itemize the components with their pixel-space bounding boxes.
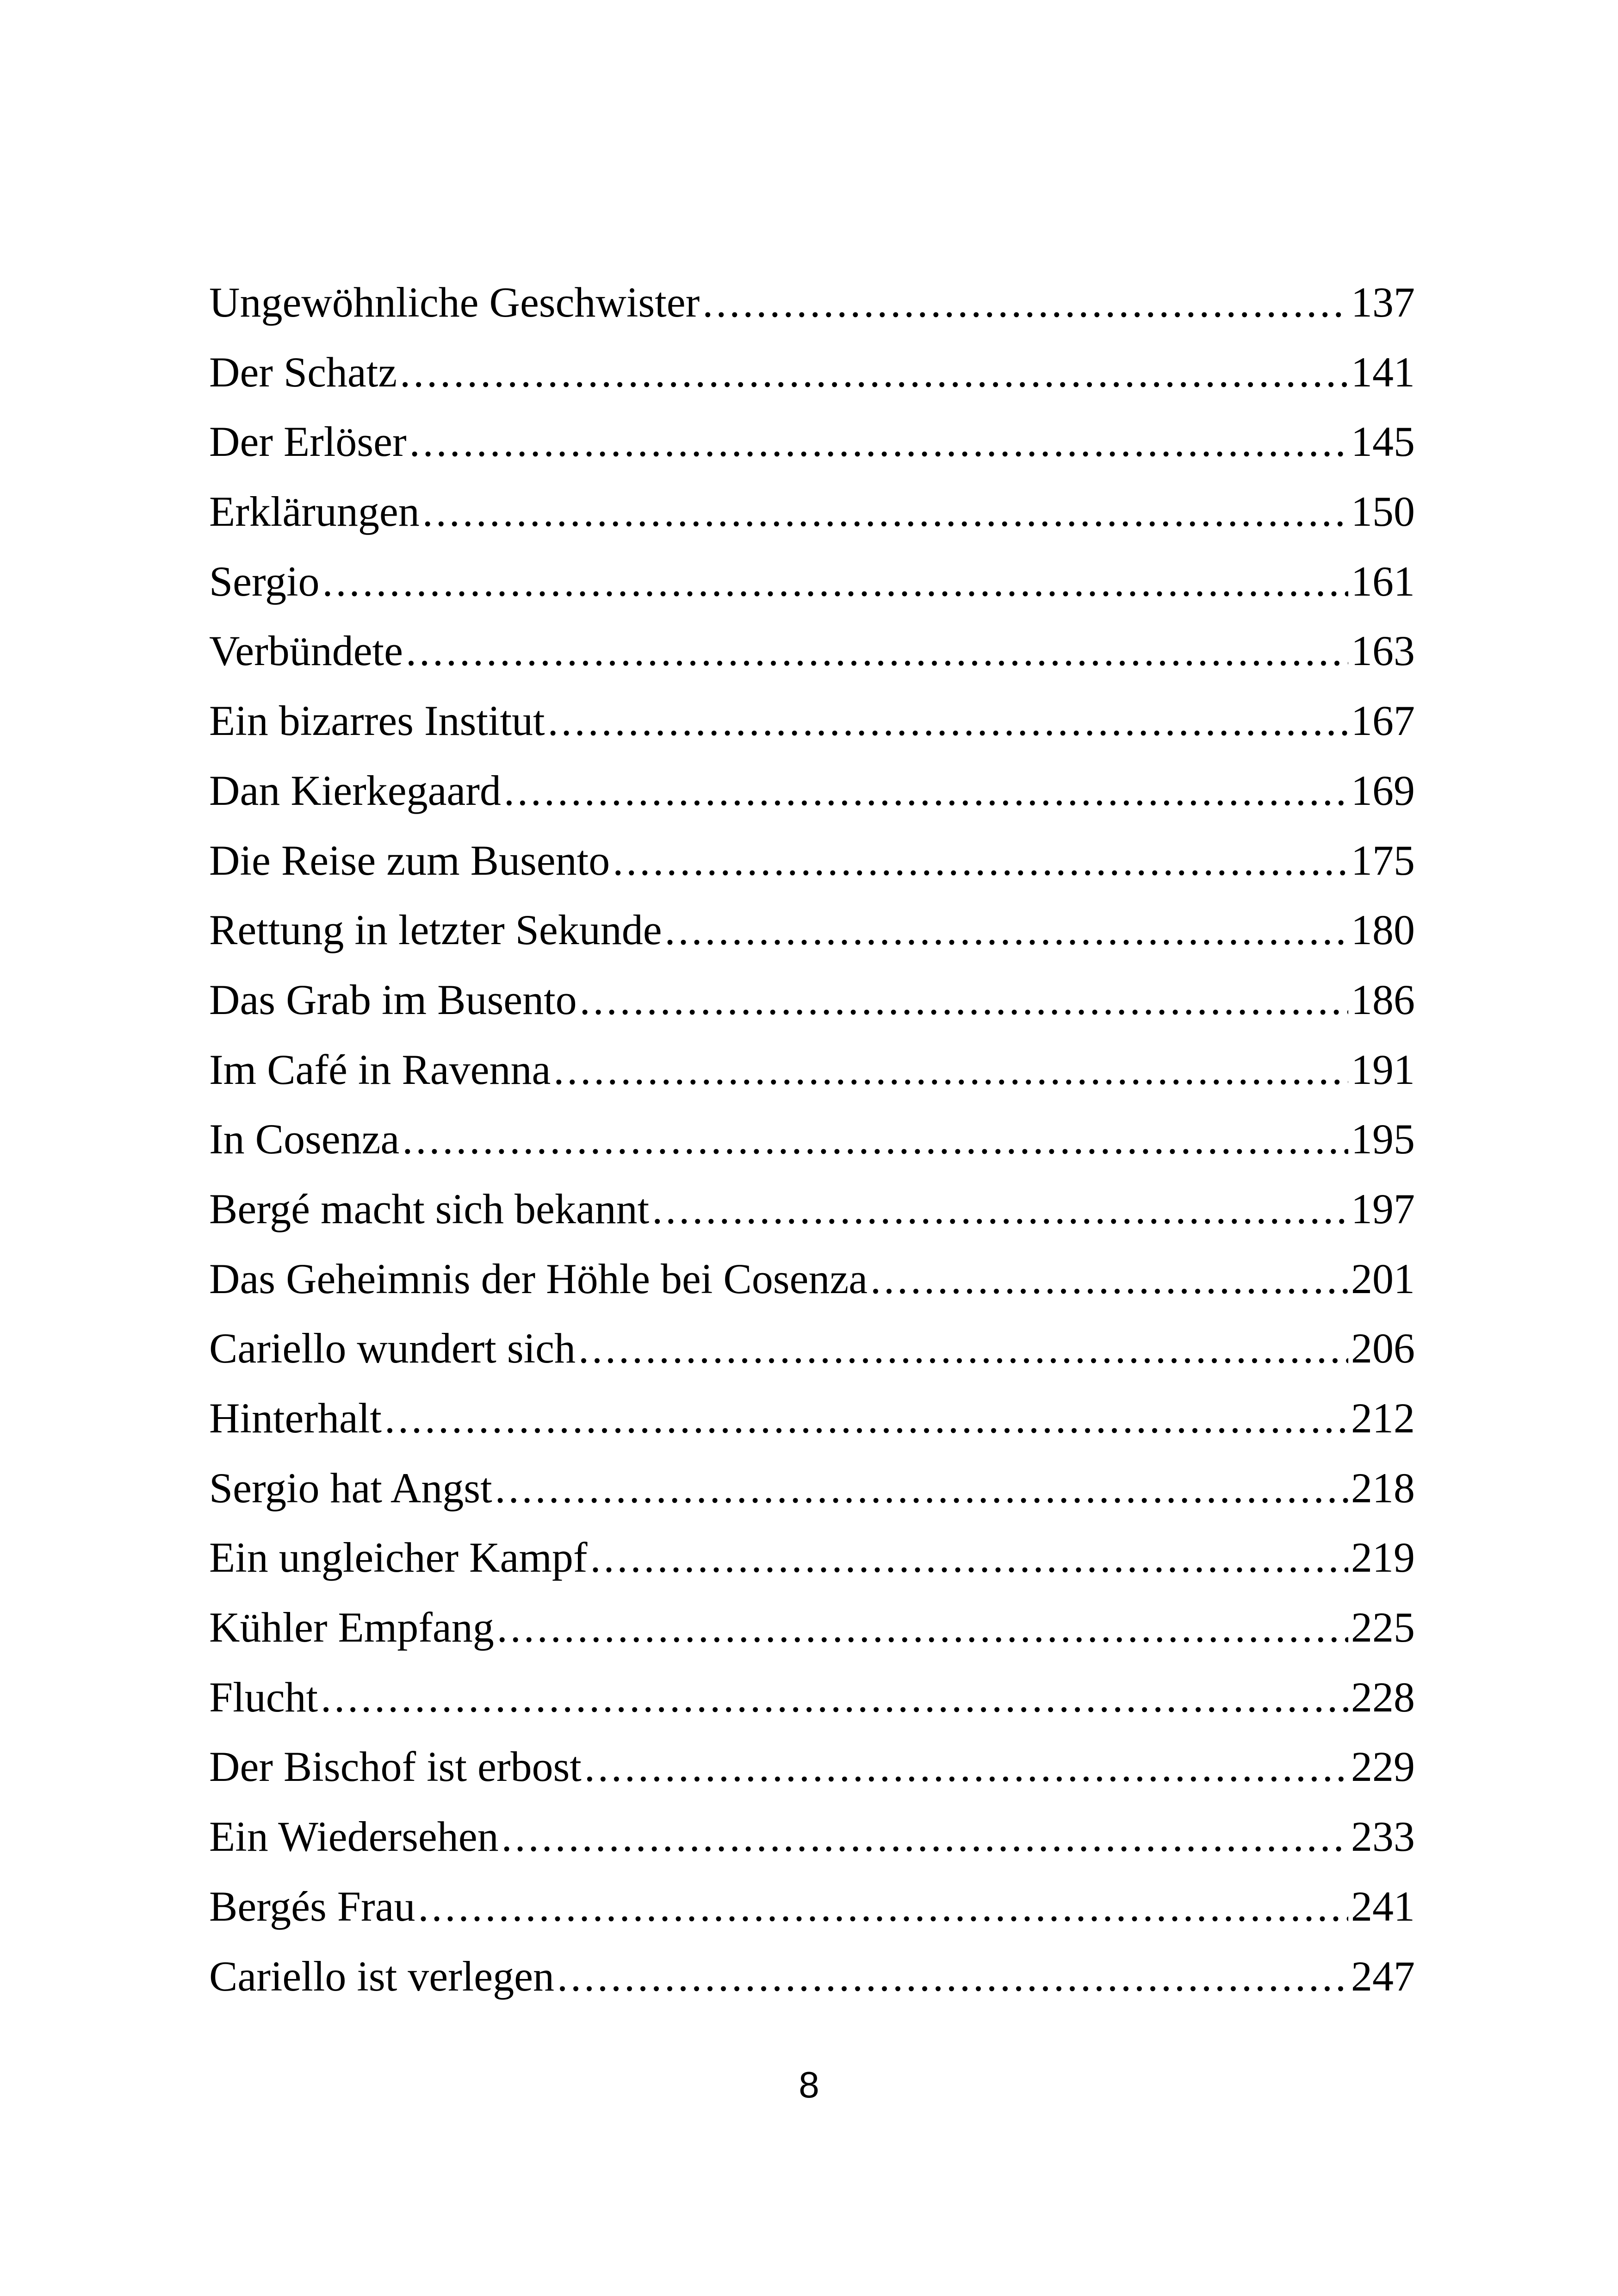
toc-entry-page: 150: [1351, 488, 1415, 535]
toc-dot-leader: [321, 1662, 1348, 1732]
toc-entry[interactable]: [209, 1453, 1415, 1523]
toc-dot-leader: [418, 1872, 1348, 1941]
toc-entry-page: 219: [1351, 1534, 1415, 1581]
toc-entry-page: 195: [1351, 1115, 1415, 1163]
toc-entry[interactable]: [209, 1732, 1415, 1802]
toc-entry-page: 197: [1351, 1185, 1415, 1232]
toc-entry-title: Bergé macht sich bekannt: [209, 1185, 650, 1232]
toc-entry[interactable]: [209, 1035, 1415, 1105]
toc-entry-title: Kühler Empfang: [209, 1604, 494, 1651]
toc-entry[interactable]: [209, 1174, 1415, 1244]
toc-entry-title: Im Café in Ravenna: [209, 1045, 551, 1093]
toc-entry[interactable]: [209, 268, 1415, 337]
toc-entry-title: Bergés Frau: [209, 1882, 415, 1930]
toc-dot-leader: [504, 756, 1348, 826]
toc-dot-leader: [578, 1313, 1348, 1383]
toc-entry[interactable]: [209, 337, 1415, 407]
toc-entry[interactable]: [209, 826, 1415, 896]
toc-dot-leader: [402, 1104, 1348, 1174]
toc-dot-leader: [553, 1035, 1348, 1105]
toc-entry[interactable]: [209, 547, 1415, 616]
toc-entry-title: Dan Kierkegaard: [209, 766, 501, 814]
toc-entry-page: 212: [1351, 1394, 1415, 1442]
toc-dot-leader: [384, 1383, 1348, 1453]
toc-entry-page: 145: [1351, 418, 1415, 466]
toc-dot-leader: [580, 965, 1348, 1035]
toc-entry-title: In Cosenza: [209, 1115, 400, 1163]
toc-entry-title: Der Bischof ist erbost: [209, 1743, 582, 1791]
toc-entry-title: Rettung in letzter Sekunde: [209, 906, 662, 954]
toc-entry-page: 163: [1351, 627, 1415, 675]
toc-dot-leader: [548, 686, 1348, 756]
toc-entry-page: 137: [1351, 279, 1415, 326]
toc-entry[interactable]: [209, 686, 1415, 756]
page-number: 8: [799, 2064, 819, 2105]
toc-entry[interactable]: [209, 1523, 1415, 1593]
toc-entry[interactable]: [209, 1872, 1415, 1941]
toc-entry-title: Sergio: [209, 557, 320, 605]
toc-entry[interactable]: [209, 1802, 1415, 1872]
toc-entry-title: Cariello ist verlegen: [209, 1952, 554, 2000]
toc-entry[interactable]: [209, 407, 1415, 477]
toc-entry[interactable]: [209, 756, 1415, 826]
toc-dot-leader: [400, 337, 1348, 407]
toc-entry[interactable]: [209, 1662, 1415, 1732]
toc-entry[interactable]: [209, 1593, 1415, 1662]
toc-dot-leader: [422, 477, 1348, 547]
toc-dot-leader: [613, 826, 1348, 896]
toc-dot-leader: [702, 268, 1348, 337]
toc-entry-title: Hinterhalt: [209, 1394, 382, 1442]
toc-entry-page: 229: [1351, 1743, 1415, 1791]
toc-entry[interactable]: [209, 1244, 1415, 1314]
toc-entry[interactable]: [209, 965, 1415, 1035]
toc-entry-title: Das Geheimnis der Höhle bei Cosenza: [209, 1255, 868, 1302]
toc-entry-page: 180: [1351, 906, 1415, 954]
toc-entry[interactable]: [209, 1313, 1415, 1383]
toc-entry-page: 201: [1351, 1255, 1415, 1302]
toc-entry-page: 241: [1351, 1882, 1415, 1930]
toc-entry-page: 161: [1351, 557, 1415, 605]
toc-entry[interactable]: [209, 477, 1415, 547]
toc-entry[interactable]: [209, 895, 1415, 965]
toc-entry-title: Verbündete: [209, 627, 403, 675]
toc-entry-page: 225: [1351, 1604, 1415, 1651]
toc-dot-leader: [652, 1174, 1348, 1244]
table-of-contents: [209, 268, 1415, 2011]
toc-dot-leader: [497, 1593, 1348, 1662]
toc-entry-title: Der Schatz: [209, 348, 397, 396]
toc-entry[interactable]: [209, 1383, 1415, 1453]
toc-entry-title: Ein bizarres Institut: [209, 697, 545, 745]
toc-entry-title: Erklärungen: [209, 488, 420, 535]
toc-entry-page: 167: [1351, 697, 1415, 745]
toc-entry-page: 186: [1351, 976, 1415, 1023]
toc-dot-leader: [870, 1244, 1348, 1314]
toc-entry-page: 233: [1351, 1813, 1415, 1860]
toc-dot-leader: [406, 616, 1348, 686]
toc-entry-page: 191: [1351, 1045, 1415, 1093]
toc-dot-leader: [409, 407, 1348, 477]
toc-entry-title: Flucht: [209, 1673, 318, 1721]
toc-entry-page: 169: [1351, 766, 1415, 814]
toc-entry-title: Das Grab im Busento: [209, 976, 577, 1023]
toc-entry-page: 247: [1351, 1952, 1415, 2000]
toc-entry-title: Ein ungleicher Kampf: [209, 1534, 588, 1581]
toc-entry-title: Cariello wundert sich: [209, 1325, 576, 1372]
toc-entry-page: 175: [1351, 836, 1415, 884]
toc-dot-leader: [495, 1453, 1348, 1523]
toc-dot-leader: [584, 1732, 1348, 1802]
toc-dot-leader: [557, 1941, 1348, 2011]
toc-entry-page: 218: [1351, 1464, 1415, 1512]
toc-entry-title: Ein Wiedersehen: [209, 1813, 499, 1860]
toc-dot-leader: [590, 1523, 1349, 1593]
toc-dot-leader: [322, 547, 1348, 616]
toc-entry-title: Die Reise zum Busento: [209, 836, 610, 884]
toc-entry-title: Ungewöhnliche Geschwister: [209, 279, 700, 326]
toc-entry[interactable]: [209, 1941, 1415, 2011]
toc-entry[interactable]: [209, 1104, 1415, 1174]
toc-entry[interactable]: [209, 616, 1415, 686]
toc-dot-leader: [665, 895, 1348, 965]
toc-entry-page: 206: [1351, 1325, 1415, 1372]
toc-entry-title: Sergio hat Angst: [209, 1464, 492, 1512]
toc-entry-page: 141: [1351, 348, 1415, 396]
toc-entry-title: Der Erlöser: [209, 418, 407, 466]
toc-entry-page: 228: [1351, 1673, 1415, 1721]
toc-dot-leader: [502, 1802, 1348, 1872]
